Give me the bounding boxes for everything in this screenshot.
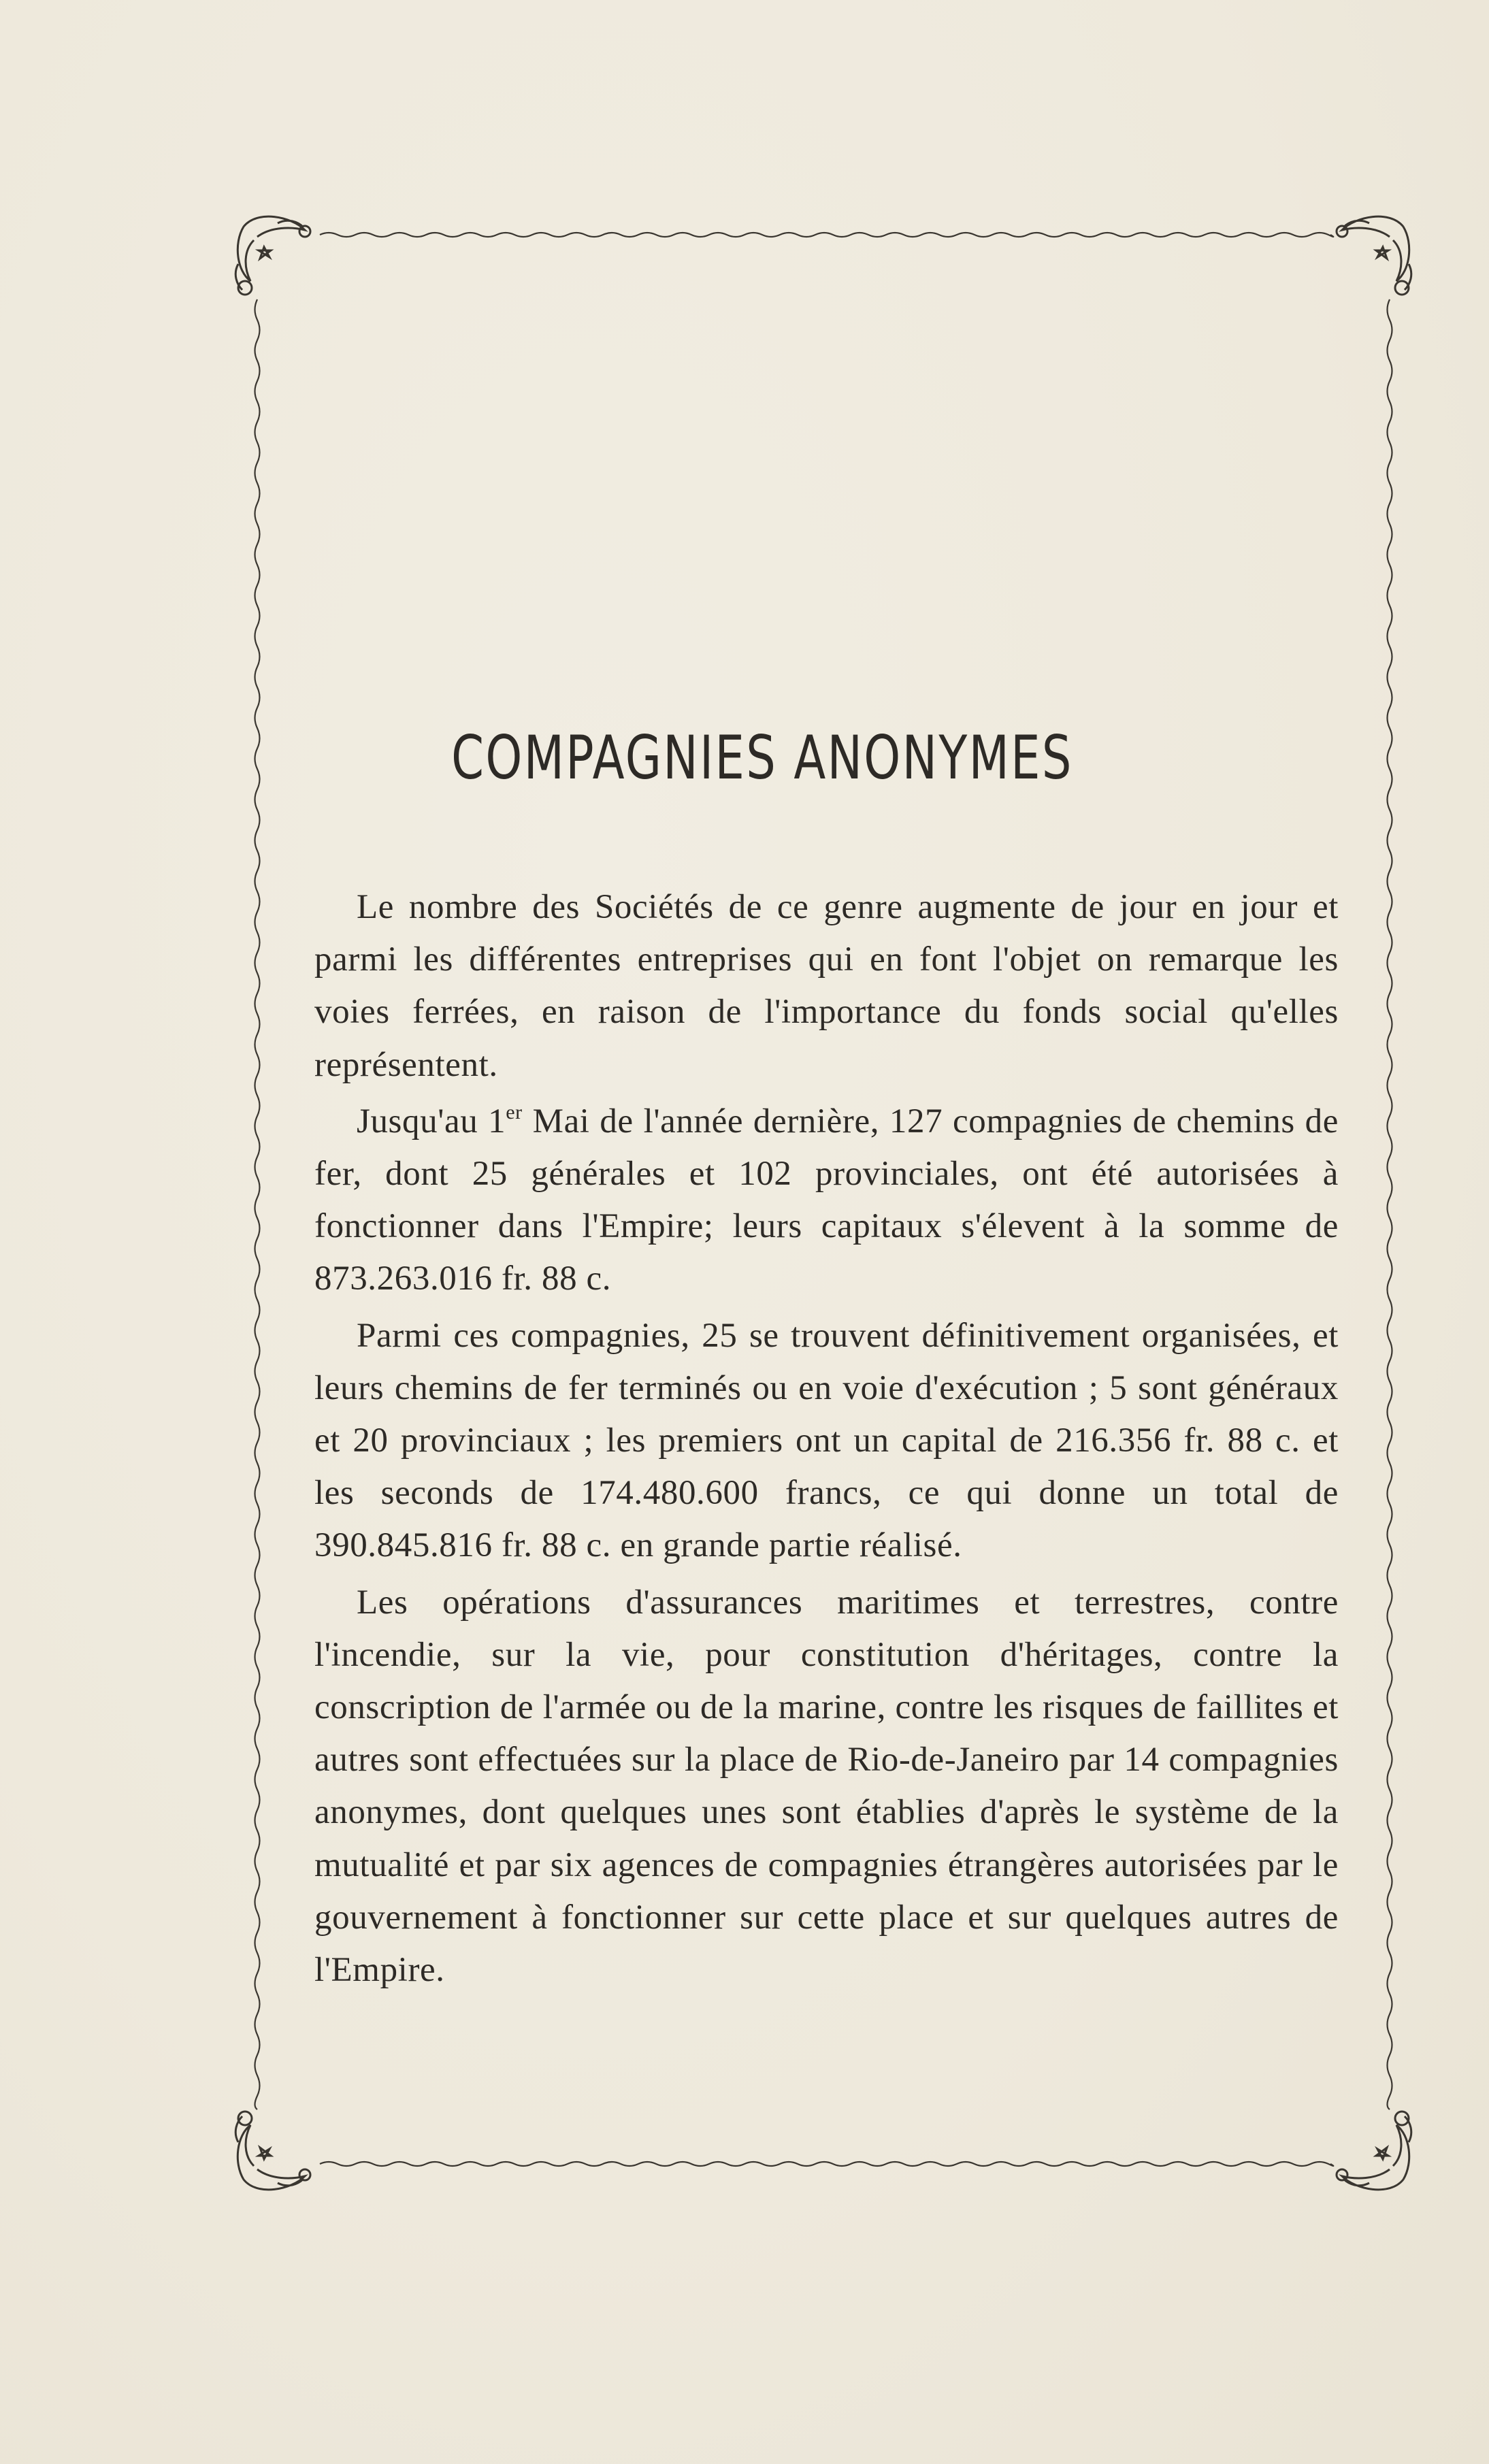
paragraph-3: Parmi ces compagnies, 25 se trouvent définitivement organisées, et leurs chemins de fer terminés ou en voie d'exécution ; 5 sont généraux et 20 provinciaux ; les premiers ont un capital de 216.356 fr. 88 c. et les seconds de 174.480.600 francs, ce qui donne un total de 390.845.816 fr. 88 c. en grande partie réalisé. [314,1316,1339,1565]
corner-ornament-top-left-icon [235,216,310,295]
corner-ornament-bottom-right-icon [1337,2112,1411,2190]
ordinal-superscript: er [506,1100,523,1123]
corner-ornament-bottom-left-icon [235,2112,310,2190]
paragraph-2 [314,1096,1339,1306]
corner-ornament-top-right-icon [1337,216,1411,295]
border-right-line [1388,299,1392,2109]
paragraph-1: Le nombre des Sociétés de ce genre augmente de jour en jour et parmi les différentes entreprises qui en font l'objet on remarque les voies ferrées, en raison de l'importance du fonds social qu'elles représentent. [314,888,1339,1084]
border-bottom-line [320,2162,1333,2166]
border-top-line [320,233,1333,237]
page-title: COMPAGNIES ANONYMES [451,723,1073,793]
body-text [314,881,1339,1999]
border-left-line [255,299,260,2109]
paragraph-2-rest: Mai de l'année dernière, 127 compagnies de chemins de fer, dont 25 générales et 102 provinciales, ont été autorisées à fonctionner dans l'Empire; leurs capitaux s'élevent à la somme de 873.263.016 fr. 88 c. [314,1102,1339,1298]
paragraph-2-start: Jusqu'au 1 [357,1102,506,1140]
paragraph-4: Les opérations d'assurances maritimes et terrestres, contre l'incendie, sur la vie, pour constitution d'héritages, contre la conscription de l'armée ou de la marine, contre les risques de faillites et autres sont effectuées sur la place de Rio-de-Janeiro par 14 compagnies anonymes, dont quelques unes sont établies d'après le système de la mutualité et par six agences de compagnies étrangères autorisées par le gouvernement à fonctionner sur cette place et sur quelques autres de l'Empire. [314,1583,1339,1990]
